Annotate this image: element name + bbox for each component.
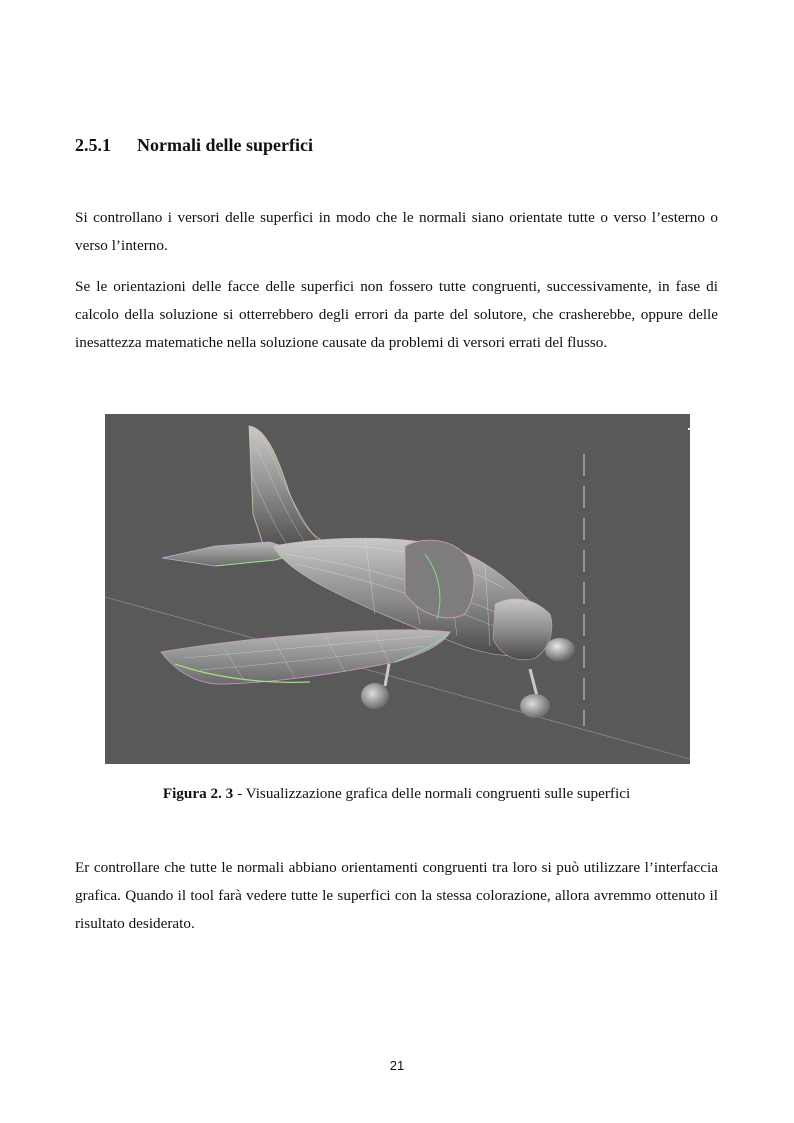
figure-caption <box>75 785 718 803</box>
paragraph-normals-orientation: Si controllano i versori delle superfici in modo che le normali siano orientate tutte o verso l’esterno o verso l’interno. <box>75 209 718 254</box>
cowling <box>493 599 552 660</box>
section-heading <box>75 135 313 156</box>
paragraph-graphical-interface: Er controllare che tutte le normali abbiano orientamenti congruenti tra loro si può utilizzare l’interfaccia grafica. Quando il tool farà vedere tutte le superfici con la stessa colorazione, allora avremmo ottenuto il risultato desiderato. <box>75 859 718 932</box>
aircraft-mesh-figure <box>105 414 690 764</box>
section-number: 2.5.1 <box>75 135 111 155</box>
aircraft-mesh-drawing <box>105 414 690 764</box>
figure-label: Figura 2. 3 <box>162 785 234 802</box>
paragraph-orientation-errors: Se le orientazioni delle facce delle superfici non fossero tutte congruenti, successivamente, in fase di calcolo della soluzione si otterrebbero degli errori da parte del solutore, che crasherebbe, oppure delle inesattezza matematiche nella soluzione causate da problemi di versori errati del flusso. <box>75 278 718 351</box>
nose-gear-strut <box>530 669 537 696</box>
spinner <box>545 638 575 662</box>
page-number: 21 <box>389 1058 405 1073</box>
main-gear-strut <box>385 664 389 686</box>
section-title: Normali delle superfici <box>137 135 313 155</box>
main-wheel <box>361 683 389 709</box>
nose-wheel <box>520 694 550 718</box>
figure-caption-text: - Visualizzazione grafica delle normali congruenti sulle superfici <box>233 785 631 802</box>
